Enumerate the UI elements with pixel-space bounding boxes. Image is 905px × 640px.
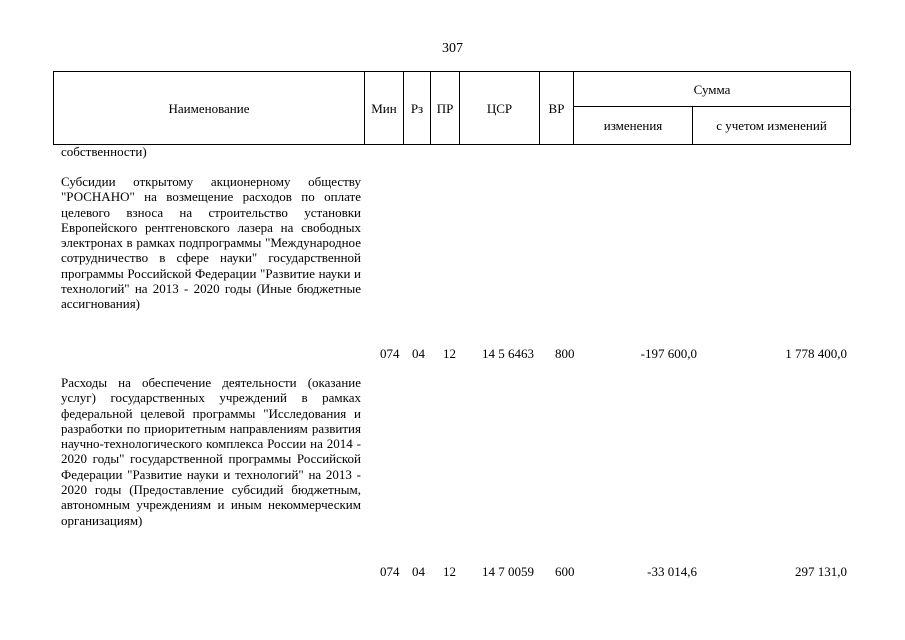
carryover-text: собственности) [61,144,147,159]
header-rz: Рз [404,72,431,145]
row-2-min: 074 [380,564,400,579]
row-2-rz: 04 [412,564,425,579]
row-1-min: 074 [380,346,400,361]
row-2-total: 297 131,0 [795,564,847,579]
header-vr: ВР [540,72,574,145]
header-min: Мин [365,72,404,145]
row-1-change: -197 600,0 [640,346,697,361]
row-1-vr: 800 [555,346,575,361]
row-2-change: -33 014,6 [647,564,697,579]
row-1-pr: 12 [443,346,456,361]
row-1-name: Субсидии открытому акционерному обществу "РОСНАНО" на возмещение расходов по оплате целевого взноса на строительство установки Европейского рентгеновского лазера на свободных электронах в рамках подпрограммы "Международное сотрудничество в сфере науки" государственной программы Российской Федерации "Развитие науки и технологий" на 2013 - 2020 годы (Иные бюджетные ассигнования) [61,174,361,312]
row-1-total: 1 778 400,0 [785,346,847,361]
header-with-change: с учетом изменений [693,107,851,145]
header-sum: Сумма [574,72,851,107]
header-change: изменения [574,107,693,145]
row-2-name: Расходы на обеспечение деятельности (оказание услуг) государственных учреждений в рамках федеральной целевой программы "Исследования и разработки по приоритетным направлениям развития научно-технологического комплекса России на 2014 - 2020 годы" государственной программы Российской Федерации "Развитие науки и технологий" на 2013 - 2020 годы (Предоставление субсидий бюджетным, автономным учреждениям и иным некоммерческим организациям) [61,375,361,528]
row-1-csr: 14 5 6463 [482,346,534,361]
header-pr: ПР [431,72,460,145]
row-2-vr: 600 [555,564,575,579]
table-header [53,71,851,145]
row-2-pr: 12 [443,564,456,579]
header-name: Наименование [54,72,365,145]
row-2-csr: 14 7 0059 [482,564,534,579]
row-1-rz: 04 [412,346,425,361]
page-number: 307 [442,41,463,56]
header-csr: ЦСР [460,72,540,145]
